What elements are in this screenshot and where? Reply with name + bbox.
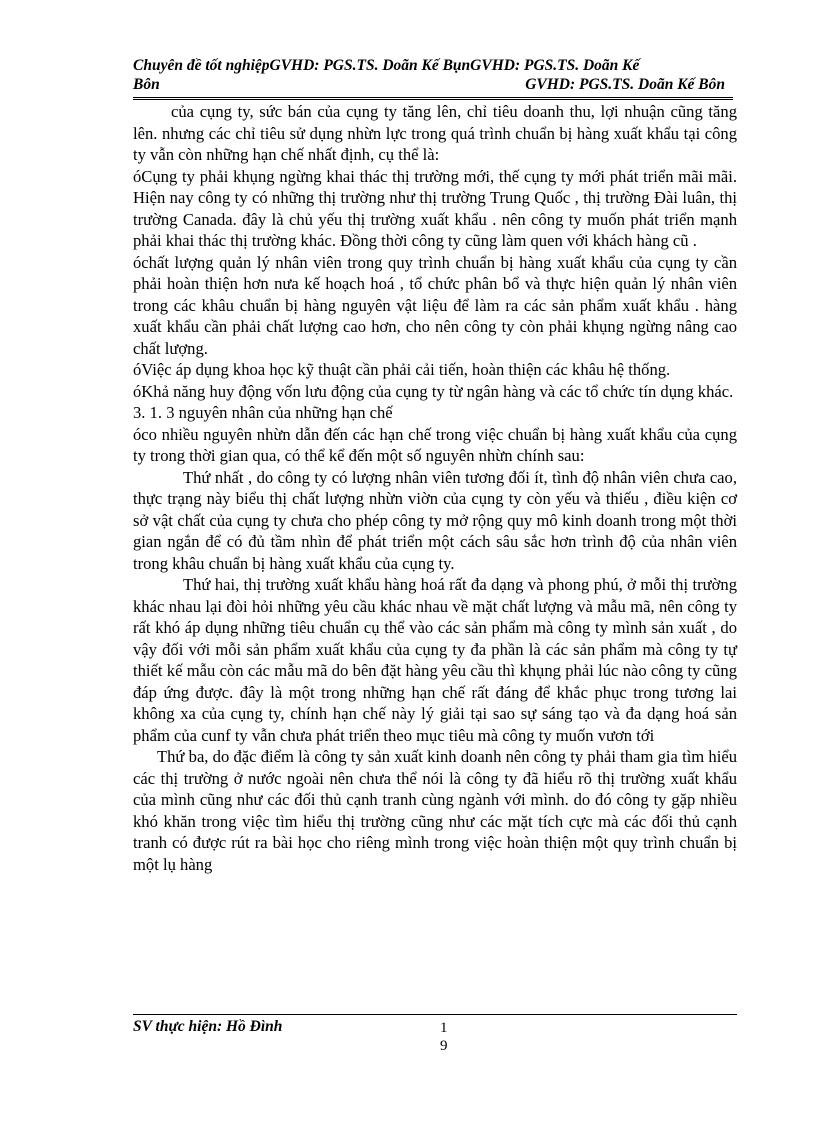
header-rule [133,97,733,100]
page-number-bottom: 9 [440,1038,448,1054]
paragraph: Thứ nhất , do công ty có lượng nhân viên tương đối ít, tình độ nhân viên chưa cao, thực trạng này biểu thị chất lượng nhừn viờn của cụng ty còn yếu và thiếu , điều kiện cơ sở vật chất của cụng ty chưa cho phép công ty mở rộng quy mô kinh doanh trong một thời gian ngắn để có đủ tầm nhìn để phát triển một cách sâu sắc hơn trình độ của nhân viên trong khâu chuẩn bị hàng xuất khẩu của cụng ty. [133,467,737,573]
paragraph: óco nhiều nguyên nhừn dẫn đến các hạn chế trong việc chuẩn bị hàng xuất khẩu của cụng ty trong thời gian qua, có thể kể đến một số nguyên nhừn chính sau: [133,424,737,465]
paragraph: óchất lượng quản lý nhân viên trong quy trình chuẩn bị hàng xuất khẩu của cụng ty cần phải hoàn thiện hơn nưa kế hoạch hoá , tổ chức phân bổ và thực hiện quản lý nhân viên trong các khâu chuẩn bị hàng nguyên vật liệu để làm ra các sản phẩm xuất khẩu . hàng xuất khẩu cần phải chất lượng cao hơn, cho nên công ty còn phải khụng ngừng nâng cao chất lượng. [133,252,737,358]
header-line-2 [133,75,733,94]
page-footer [133,1014,737,1074]
header-continuation: Bôn [133,76,160,93]
header-title: Chuyên đề tốt nghiệpGVHD: PGS.TS. Doãn Kế BụnGVHD: PGS.TS. Doãn Kế [133,57,640,74]
paragraph: óKhả năng huy động vốn lưu động của cụng ty từ ngân hàng và các tổ chức tín dụng khác. [133,381,734,401]
paragraph: của cụng ty, sức bán của cụng ty tăng lên, chỉ tiêu doanh thu, lợi nhuận cũng tăng lên. nhưng các chỉ tiêu sử dụng nhừn lực trong quá trình chuẩn bị hàng xuất khẩu tại công ty vẫn còn những hạn chế nhất định, cụ thể là: [133,102,737,164]
paragraph: óViệc áp dụng khoa học kỹ thuật cần phải cải tiến, hoàn thiện các khâu hệ thống. [133,360,671,379]
paragraph: óCụng ty phải khụng ngừng khai thác thị trường mới, thế cụng ty mới phát triển mãi mãi. Hiện nay công ty có những thị trường như thị trường Trung Quốc , thị trường Đài luân, thị trường Canada. đây là chủ yếu thị trường xuất khẩu . nên công ty muốn phát triển mạnh phải khai thác thị trường khác. Đồng thời công ty cũng làm quen với khách hàng cũ . [133,166,737,250]
paragraph: Thứ ba, do đặc điểm là công ty sản xuất kinh doanh nên công ty phải tham gia tìm hiểu các thị trường ở nước ngoài nên chưa thể nói là công ty đã hiểu rõ thị trường xuất khẩu của mình cũng như các đối thủ cạnh tranh cùng ngành với mình. do đó công ty gặp nhiều khó khăn trong việc tìm hiểu thị trường cũng như các mặt tích cực mà các đối thủ cạnh tranh có được rút ra bài học cho riêng mình trong việc hoàn thiện một quy trình chuẩn bị một lụ hàng [133,747,737,874]
page-number-top: 1 [440,1020,448,1036]
document-body [133,101,737,875]
page-header [133,56,733,94]
header-line-1 [133,56,733,75]
paragraph: Thứ hai, thị trường xuất khẩu hàng hoá rất đa dạng và phong phú, ở mỗi thị trường khác nhau lại đòi hỏi những yêu cầu khác nhau về mặt chất lượng và mẫu mã, nên công ty rất khó áp dụng những tiêu chuẩn cụ thể vào các sản phẩm mà công ty mình sản xuất , do vậy đối với mỗi sản phẩm xuất khẩu của cụng ty đa phần là các sản phẩm mà công ty tự thiết kế mẫu còn các mẫu mã do bên đặt hàng yêu cầu thì khụng phải lúc nào công ty cũng đáp ứng được. đây là một trong những hạn chế rất đáng để khắc phục trong tương lai không xa của cụng ty, chính hạn chế này lý giải tại sao sự sáng tạo và đa dạng hoá sản phẩm của cunf ty vẫn chưa phát triển theo mục tiêu mà công ty muốn vươn tới [133,575,737,745]
footer-student: SV thực hiện: Hồ Đình [133,1018,283,1035]
header-advisor: GVHD: PGS.TS. Doãn Kế Bôn [525,76,725,93]
section-heading: 3. 1. 3 nguyên nhân của những hạn chế [133,403,393,422]
footer-rule [133,1014,737,1015]
